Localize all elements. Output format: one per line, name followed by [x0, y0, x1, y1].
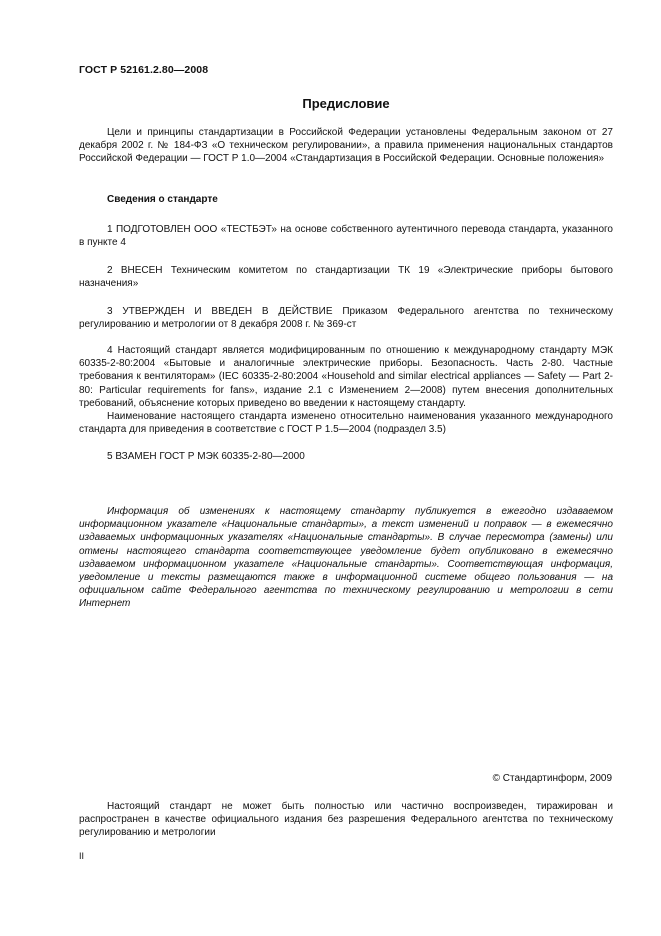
intro-paragraph: Цели и принципы стандартизации в Российской Федерации установлены Федеральным законом от 27 декабря 2002 г. № 184-ФЗ «О техническом регулировании», а правила применения национальных стандартов Российской Федерации — ГОСТ Р 1.0—2004 «Стандартизация в Российской Федерации. Основные положения» [79, 127, 613, 165]
notice-paragraph: Информация об изменениях к настоящему стандарту публикуется в ежегодно издаваемом информационном указателе «Национальные стандарты», а текст изменений и поправок — в ежемесячно издаваемых информационных указателях «Национальные стандарты». В случае пересмотра (замены) или отмены настоящего стандарта соответствующее уведомление будет опубликовано в ежемесячно издаваемом информационном указателе «Национальные стандарты». Соответствующая информация, уведомление и тексты размещаются также в информационной системе общего пользования — на официальном сайте Федерального агентства по техническому регулированию и метрологии в сети Интернет [79, 506, 613, 610]
item-introduced: 2 ВНЕСЕН Техническим комитетом по стандартизации ТК 19 «Электрические приборы бытового назначения» [79, 265, 613, 290]
copyright-line: © Стандартинформ, 2009 [492, 773, 612, 784]
section-heading: Сведения о стандарте [107, 194, 218, 205]
item-replaces: 5 ВЗАМЕН ГОСТ Р МЭК 60335-2-80—2000 [107, 451, 305, 462]
item-name-changed: Наименование настоящего стандарта изменено относительно наименования указанного международного стандарта для приведения в соответствие с ГОСТ Р 1.5—2004 (подраздел 3.5) [79, 411, 613, 436]
page-title: Предисловие [302, 96, 390, 111]
document-id: ГОСТ Р 52161.2.80—2008 [79, 64, 209, 76]
item-modified: 4 Настоящий стандарт является модифицированным по отношению к международному стандарту МЭК 60335-2-80:2004 «Бытовые и аналогичные электрические приборы. Безопасность. Часть 2-80. Частные требования к вентиляторам» (IEC 60335-2-80:2004 «Household and similar electrical appliances — Safety — Part 2-80: Particular requirements for fans», издание 2.1 с Изменением 2—2008) путем внесения дополнительных требований, объяснение которых приведено во введении к настоящему стандарту. [79, 345, 613, 409]
reproduction-notice: Настоящий стандарт не может быть полностью или частично воспроизведен, тиражирован и распространен в качестве официального издания без разрешения Федерального агентства по техническому регулированию и метрологии [79, 801, 613, 839]
item-approved: 3 УТВЕРЖДЕН И ВВЕДЕН В ДЕЙСТВИЕ Приказом Федерального агентства по техническому регулированию и метрологии от 8 декабря 2008 г. № 369-ст [79, 306, 613, 331]
item-prepared: 1 ПОДГОТОВЛЕН ООО «ТЕСТБЭТ» на основе собственного аутентичного перевода стандарта, указанного в пункте 4 [79, 224, 613, 249]
page-number: II [79, 851, 85, 861]
